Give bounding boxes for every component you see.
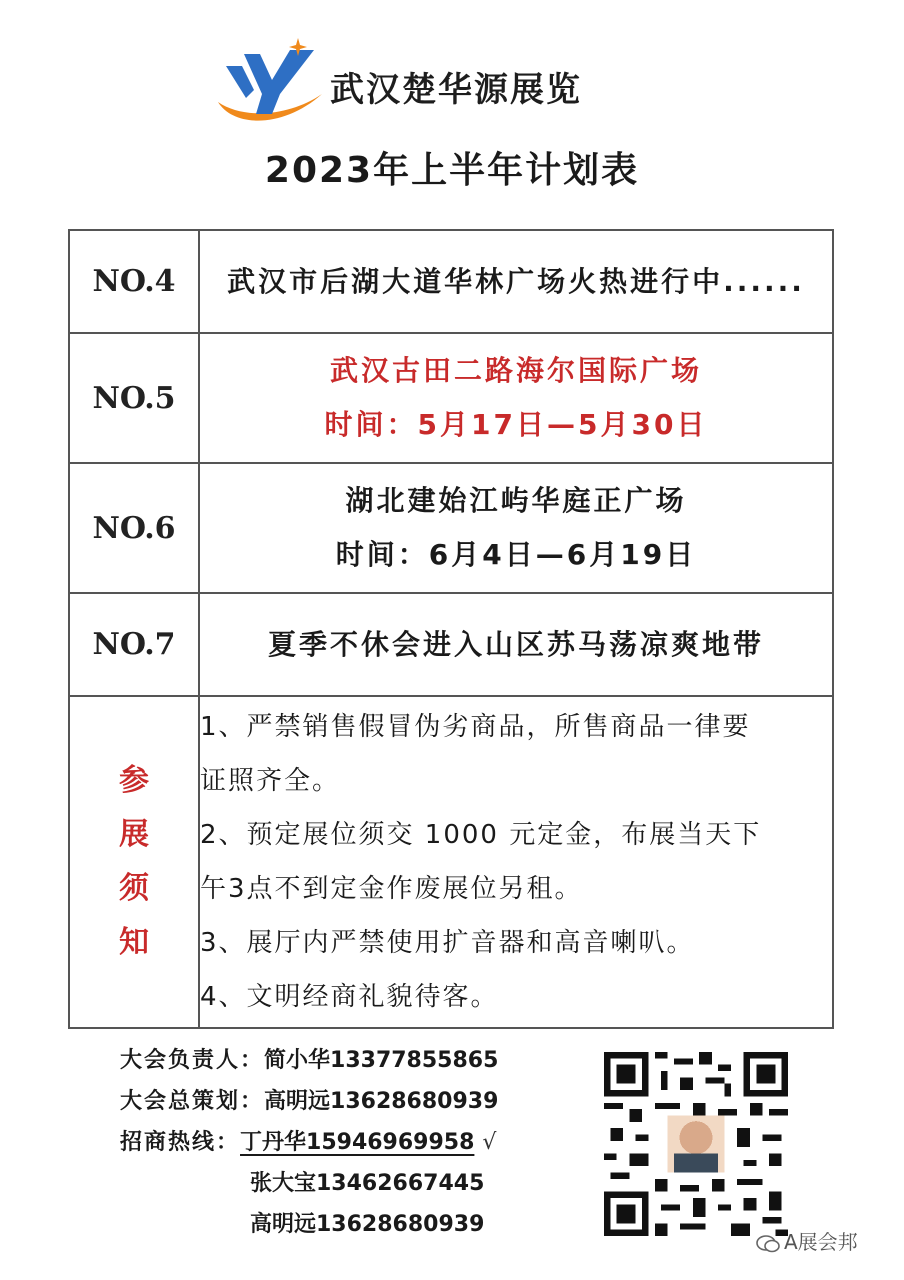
row-line: 武汉市后湖大道华林广场火热进行中......: [227, 264, 805, 298]
contact-value: 丁丹华15946969958: [240, 1130, 475, 1155]
row-description: [199, 333, 833, 463]
contact-value: 高明远13628680939: [250, 1212, 485, 1237]
notice-item: 4、文明经商礼貌待客。: [200, 982, 499, 1012]
page-title: 2023年上半年计划表: [264, 150, 640, 191]
contact-label: 大会负责人：: [120, 1048, 265, 1073]
watermark: [756, 1226, 858, 1255]
contact-hotline-extra: [120, 1204, 580, 1245]
check-mark-icon: √: [482, 1130, 497, 1155]
notice-list: [199, 696, 833, 1028]
table-row: [69, 333, 833, 463]
notice-item: 3、展厅内严禁使用扩音器和高音喇叭。: [200, 928, 695, 958]
table-row: [69, 230, 833, 333]
row-line: 武汉古田二路海尔国际广场: [329, 354, 702, 387]
notice-item: 2、预定展位须交 1000 元定金，布展当天下: [200, 820, 762, 850]
notice-label-char: 参: [119, 763, 149, 798]
row-line: 夏季不休会进入山区苏马荡凉爽地带: [267, 627, 764, 661]
logo-mark-icon: [214, 36, 326, 128]
notice-item: 午3点不到定金作废展位另租。: [200, 874, 583, 904]
notice-item: 1、严禁销售假冒伪劣商品，所售商品一律要: [200, 712, 751, 742]
notice-label-char: 须: [119, 871, 149, 906]
table-row: [69, 463, 833, 593]
contact-hotline-extra: [120, 1163, 580, 1204]
chat-bubble-icon: [756, 1234, 780, 1254]
notice-label-char: 知: [119, 925, 149, 960]
row-number: NO.5: [69, 333, 199, 463]
schedule-table: [68, 229, 834, 1029]
row-description: [199, 463, 833, 593]
qr-code-icon: [604, 1052, 788, 1236]
brand-name: 武汉楚华源展览: [330, 70, 582, 110]
contact-block: [120, 1040, 580, 1245]
row-number: NO.4: [69, 230, 199, 333]
contact-value: 高明远13628680939: [264, 1089, 499, 1114]
contact-value: 张大宝13462667445: [250, 1171, 485, 1196]
contact-label: 大会总策划：: [120, 1089, 265, 1114]
contact-planner: [120, 1081, 580, 1122]
row-description: [199, 230, 833, 333]
row-line: 时间：5月17日—5月30日: [324, 408, 708, 441]
watermark-text: A展会邦: [784, 1230, 858, 1254]
row-line: 湖北建始江屿华庭正广场: [345, 484, 687, 517]
contact-value: 简小华13377855865: [264, 1048, 499, 1073]
logo: [214, 36, 634, 128]
row-number: NO.7: [69, 593, 199, 696]
notice-label-char: 展: [119, 817, 149, 852]
contact-hotline: [120, 1122, 580, 1163]
notice-label: [69, 696, 199, 1028]
contact-label: 招商热线：: [120, 1130, 241, 1155]
row-number: NO.6: [69, 463, 199, 593]
row-description: [199, 593, 833, 696]
notice-item: 证照齐全。: [200, 766, 341, 796]
table-row: [69, 593, 833, 696]
row-line: 时间：6月4日—6月19日: [335, 538, 697, 571]
notice-row: [69, 696, 833, 1028]
contact-director: [120, 1040, 580, 1081]
